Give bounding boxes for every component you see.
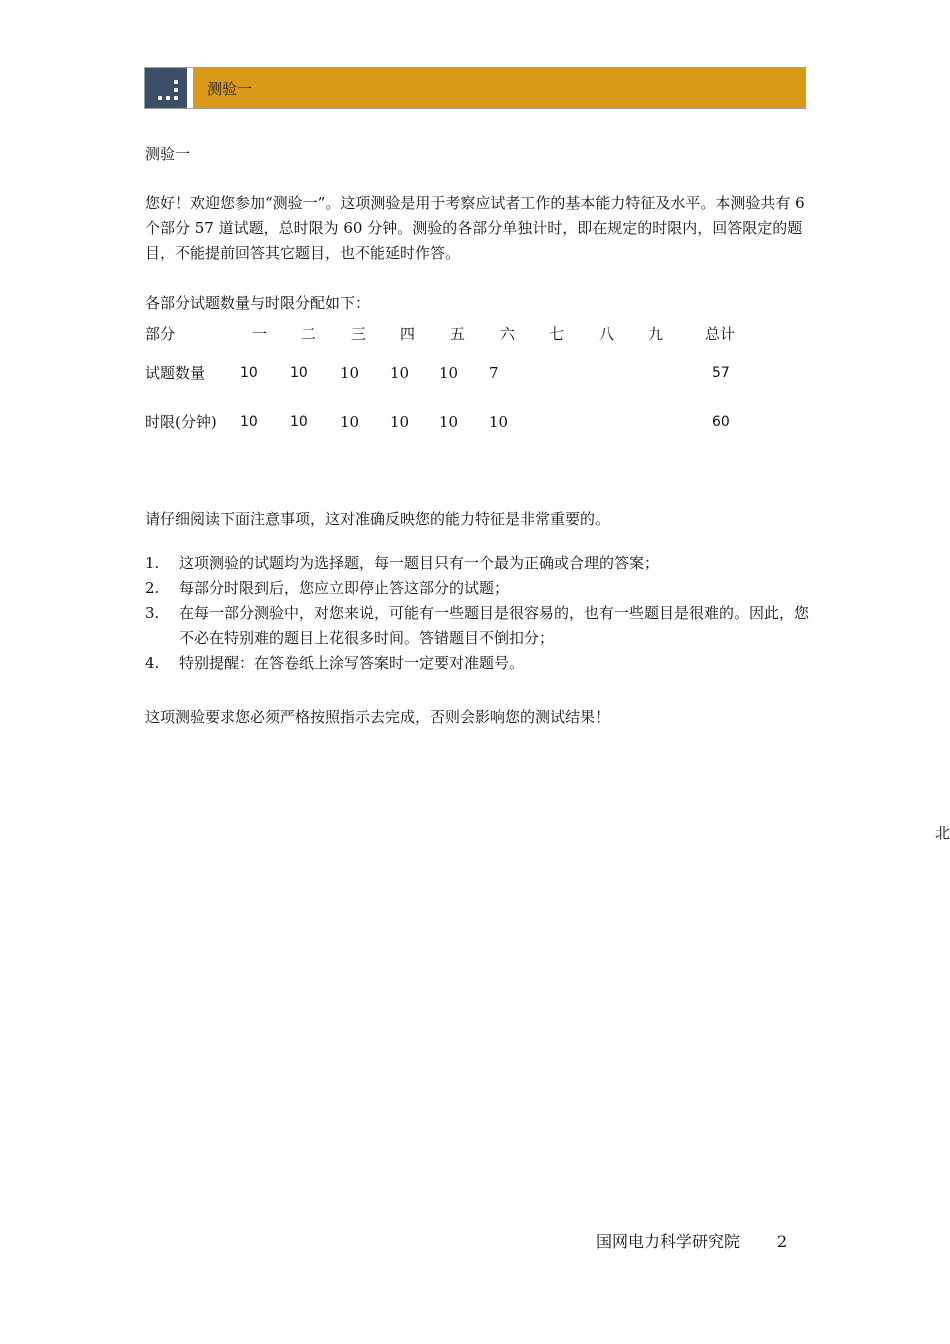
menu-dots-icon [145, 68, 187, 108]
section-title: 测验一 [145, 145, 191, 163]
list-text: 每部分时限到后，您应立即停止答这部分的试题； [179, 579, 510, 597]
table-cell: 10 [290, 365, 308, 381]
edge-clipped-char: 北 [935, 824, 950, 842]
table-col-header: 四 [400, 325, 416, 343]
footer-org: 国网电力科学研究院 [596, 1232, 741, 1251]
table-cell: 10 [290, 414, 308, 430]
notice-caption: 请仔细阅读下面注意事项，这对准确反映您的能力特征是非常重要的。 [145, 510, 611, 528]
table-row-label: 时限(分钟) [145, 413, 217, 431]
intro-paragraph: 您好！欢迎您参加“测验一”。这项测验是用于考察应试者工作的基本能力特征及水平。本测验共有 6 个部分 57 道试题，总时限为 60 分钟。测验的各部分单独计时，即在规定的时限内，回答限定的题目，不能提前回答其它题目，也不能延时作答。 [145, 194, 805, 262]
list-item [145, 551, 815, 576]
table-col-header: 七 [549, 325, 565, 343]
table-cell: 10 [340, 364, 360, 382]
allocation-caption: 各部分试题数量与时限分配如下： [145, 294, 371, 312]
list-text: 特别提醒：在答卷纸上涂写答案时一定要对准题号。 [179, 654, 525, 672]
table-cell: 60 [712, 414, 730, 430]
table-col-header: 总计 [705, 325, 736, 343]
table-cell: 57 [712, 365, 730, 381]
table-cell: 10 [240, 365, 258, 381]
table-cell: 10 [439, 413, 459, 431]
table-cell: 10 [340, 413, 360, 431]
table-cell: 10 [390, 364, 410, 382]
table-cell: 10 [489, 413, 509, 431]
list-item [145, 651, 815, 676]
section-header-bar [144, 67, 806, 109]
list-marker: 1. [145, 554, 160, 572]
table-col-header: 三 [351, 325, 367, 343]
table-row-label: 试题数量 [145, 364, 206, 382]
table-header-label: 部分 [145, 325, 176, 343]
list-text: 在每一部分测验中，对您来说，可能有一些题目是很容易的，也有一些题目是很难的。因此，您不必在特别难的题目上花很多时间。答错题目不倒扣分； [179, 604, 810, 647]
table-col-header: 八 [599, 325, 615, 343]
table-cell: 10 [390, 413, 410, 431]
table-col-header: 六 [500, 325, 516, 343]
table-col-header: 九 [648, 325, 664, 343]
page-number: 2 [777, 1232, 788, 1251]
table-cell: 7 [489, 364, 499, 382]
table-col-header: 一 [252, 325, 268, 343]
header-title: 测验一 [207, 79, 253, 98]
list-item [145, 601, 815, 651]
header-title-band [193, 68, 805, 108]
list-item [145, 576, 815, 601]
list-marker: 2. [145, 579, 160, 597]
table-cell: 10 [439, 364, 459, 382]
list-marker: 3. [145, 604, 160, 622]
table-col-header: 二 [301, 325, 317, 343]
list-marker: 4. [145, 654, 160, 672]
table-cell: 10 [240, 414, 258, 430]
closing-statement: 这项测验要求您必须严格按照指示去完成，否则会影响您的测试结果！ [145, 708, 611, 726]
list-text: 这项测验的试题均为选择题，每一题目只有一个最为正确或合理的答案； [179, 554, 660, 572]
table-col-header: 五 [450, 325, 466, 343]
